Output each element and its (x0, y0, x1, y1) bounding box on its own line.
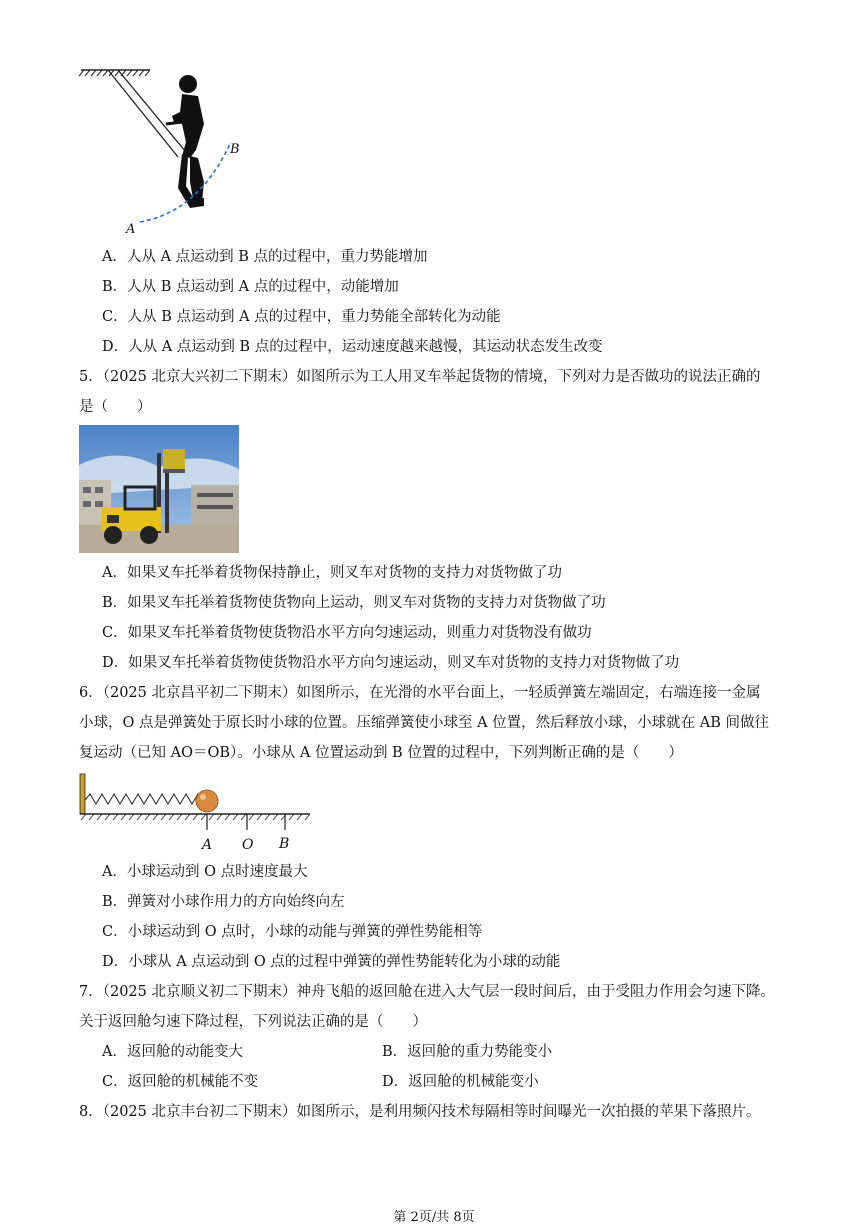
q8-stem-line1: 8．（2025 北京丰台初二下期末）如图所示，是利用频闪技术每隔相等时间曝光一次拍摄的苹果下落照片。 (79, 1104, 761, 1120)
point-a-label: A (126, 222, 136, 237)
q5-option-c: C．如果叉车托举着货物使货物沿水平方向匀速运动，则重力对货物没有做功 (102, 625, 592, 641)
q5-stem-line2: 是（ ） (79, 399, 152, 415)
q5-option-a: A．如果叉车托举着货物保持静止，则叉车对货物的支持力对货物做了功 (102, 565, 562, 581)
spring-label-o: O (242, 837, 254, 853)
q5-option-d: D．如果叉车托举着货物使货物沿水平方向匀速运动，则叉车对货物的支持力对货物做了功 (102, 655, 680, 671)
q6-stem-line1: 6．（2025 北京昌平初二下期末）如图所示，在光滑的水平台面上，一轻质弹簧左端固定，右端连接一金属 (79, 685, 761, 701)
q6-option-b: B．弹簧对小球作用力的方向始终向左 (102, 894, 345, 910)
spring-label-b: B (279, 836, 290, 852)
q4-option-d: D．人从 A 点运动到 B 点的过程中，运动速度越来越慢，其运动状态发生改变 (102, 339, 603, 355)
forklift-photo (79, 425, 239, 553)
q4-option-c: C．人从 B 点运动到 A 点的过程中，重力势能全部转化为动能 (102, 309, 501, 325)
q7-option-b: B．返回舱的重力势能变小 (382, 1044, 553, 1060)
spring-ball-figure (78, 770, 318, 856)
swing-figure (78, 62, 258, 240)
q7-option-d: D．返回舱的机械能变小 (382, 1074, 539, 1090)
q7-stem-line2: 关于返回舱匀速下降过程，下列说法正确的是（ ） (79, 1014, 427, 1030)
page-footer: 第 2页/共 8页 (393, 1210, 475, 1225)
spring-label-a: A (202, 837, 213, 853)
q6-stem-line2: 小球，O 点是弹簧处于原长时小球的位置。压缩弹簧使小球至 A 位置，然后释放小球，小球就在 AB 间做往 (79, 715, 770, 731)
q6-option-d: D．小球从 A 点运动到 O 点的过程中弹簧的弹性势能转化为小球的动能 (102, 954, 561, 970)
q7-option-c: C．返回舱的机械能不变 (102, 1074, 259, 1090)
q6-option-a: A．小球运动到 O 点时速度最大 (102, 864, 308, 880)
q6-stem-line3: 复运动（已知 AO＝OB）。小球从 A 位置运动到 B 位置的过程中，下列判断正确的是（ ） (79, 745, 683, 761)
q4-option-a: A．人从 A 点运动到 B 点的过程中，重力势能增加 (102, 249, 428, 265)
q5-stem-line1: 5．（2025 北京大兴初二下期末）如图所示为工人用叉车举起货物的情境，下列对力是否做功的说法正确的 (79, 369, 761, 385)
point-b-label: B (230, 142, 240, 157)
q4-option-b: B．人从 B 点运动到 A 点的过程中，动能增加 (102, 279, 399, 295)
q7-stem-line1: 7．（2025 北京顺义初二下期末）神舟飞船的返回舱在进入大气层一段时间后，由于受阻力作用会匀速下降。 (79, 984, 775, 1000)
q6-option-c: C．小球运动到 O 点时，小球的动能与弹簧的弹性势能相等 (102, 924, 483, 940)
q5-option-b: B．如果叉车托举着货物使货物向上运动，则叉车对货物的支持力对货物做了功 (102, 595, 606, 611)
q7-option-a: A．返回舱的动能变大 (102, 1044, 243, 1060)
